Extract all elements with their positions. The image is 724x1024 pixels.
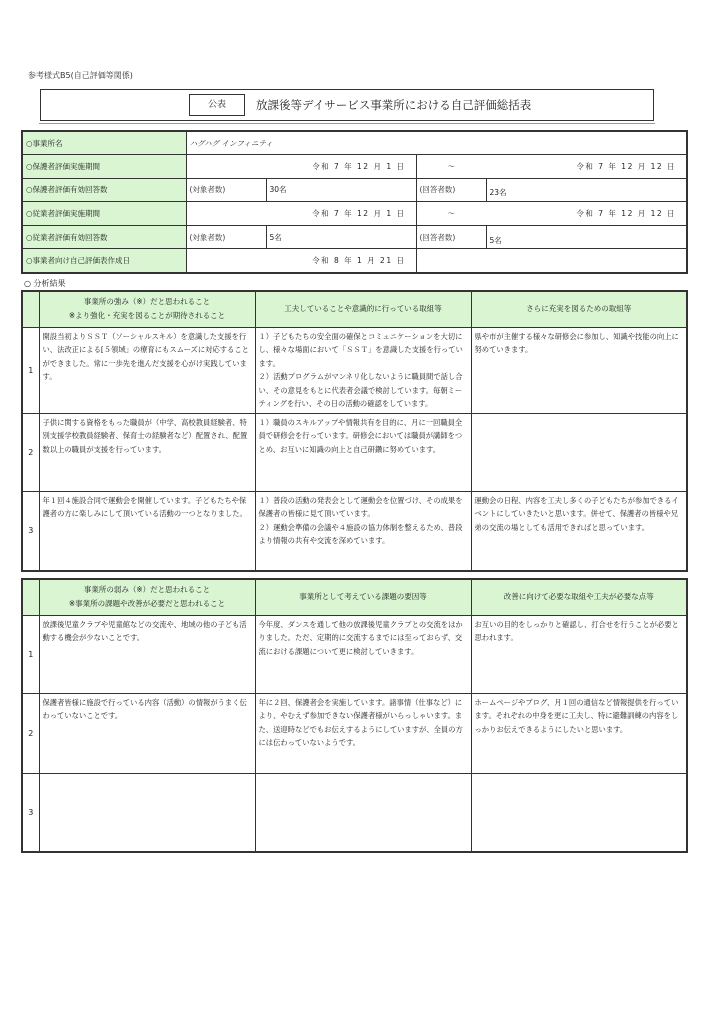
weaknesses-header-num xyxy=(22,579,39,615)
strengths-header-col1: 事業所の強み（※）だと思われること ※より強化・充実を図ることが期待されること xyxy=(39,291,255,327)
info-row-parent-count xyxy=(22,178,687,202)
strengths-row xyxy=(22,327,687,413)
strengths-header-col2: 工夫していることや意識的に行っている取組等 xyxy=(255,291,471,327)
weaknesses-header-col1: 事業所の弱み（※）だと思われること ※事業所の課題や改善が必要だと思われること xyxy=(39,579,255,615)
row-number: 1 xyxy=(22,327,39,413)
parent-period-separator: ～ xyxy=(416,155,486,179)
weaknesses-header-col2: 事業所として考えている課題の要因等 xyxy=(255,579,471,615)
weaknesses-header-row xyxy=(22,579,687,615)
info-row-facility xyxy=(22,131,687,155)
weakness-text: 保護者皆様に施設で行っている内容（活動）の情報がうまく伝わっていないことです。 xyxy=(39,693,255,773)
public-badge: 公表 xyxy=(189,94,245,116)
staff-respondent-label: (回答者数) xyxy=(416,225,486,249)
parent-period-label: ○保護者評価実施期間 xyxy=(22,155,186,179)
weaknesses-table xyxy=(21,578,688,853)
info-row-parent-period xyxy=(22,155,687,179)
row-number: 3 xyxy=(22,491,39,571)
strength-text: 開設当初よりＳＳＴ（ソーシャルスキル）を意識した支援を行い、法改正による[５領域」の療育にもスムーズに対応することができました。常に一歩先を進んだ支援を心がけ実践しています。 xyxy=(39,327,255,413)
parent-target-value: 30名 xyxy=(266,178,416,202)
weakness-improvement-text: ホームページやブログ、月１回の通信など情報提供を行っています。それぞれの中身を更に工夫し、特に避難訓練の内容をしっかりお伝えできるようにしたいと思います。 xyxy=(471,693,687,773)
facility-name-label: ○事業所名 xyxy=(22,131,186,155)
strength-effort-text: １）子どもたちの安全面の確保とコミュニケーションを大切にし、様々な場面において「ＳＳＴ」を意識した支援を行っています。 ２）活動プログラムがマンネリ化しないように職員間で話し合い、その意見をもとに代表者会議で検討しています。毎朝ミーティングを行い、その日の活動の確認をしています。 xyxy=(255,327,471,413)
strength-effort-text: １）普段の活動の発表会として運動会を位置づけ、その成果を保護者の皆様に見て頂いています。 ２）運動会準備の会議や４施設の協力体制を整えるため、普段より情報の共有や交流を深めています。 xyxy=(255,491,471,571)
facility-info-table xyxy=(21,130,688,274)
document-title: 放課後等デイサービス事業所における自己評価総括表 xyxy=(256,98,532,112)
strength-improvement-text xyxy=(471,413,687,491)
weakness-cause-text xyxy=(255,773,471,852)
staff-period-end: 令和 7 年 12 月 12 日 xyxy=(486,202,687,226)
row-number: 1 xyxy=(22,615,39,693)
parent-period-start: 令和 7 年 12 月 1 日 xyxy=(186,155,416,179)
facility-name-value: ハグハグ インフィニティ xyxy=(186,131,687,155)
parent-count-label: ○保護者評価有効回答数 xyxy=(22,178,186,202)
strength-improvement-text: 県や市が主催する様々な研修会に参加し、知識や技能の向上に努めていきます。 xyxy=(471,327,687,413)
strengths-table xyxy=(21,290,688,572)
staff-target-value: 5名 xyxy=(266,225,416,249)
staff-period-label: ○従業者評価実施期間 xyxy=(22,202,186,226)
created-date-label: ○事業者向け自己評価表作成日 xyxy=(22,249,186,273)
strength-effort-text: １）職員のスキルアップや情報共有を目的に、月に一回職員全員で研修会を行っています。研修会においては職員が講師をつとめ、お互いに知識の向上と自己研鑽に努めています。 xyxy=(255,413,471,491)
parent-respondent-value: 23名 xyxy=(486,178,687,202)
weakness-improvement-text: お互いの目的をしっかりと確認し、打合せを行うことが必要と思われます。 xyxy=(471,615,687,693)
strengths-row xyxy=(22,491,687,571)
weaknesses-row xyxy=(22,615,687,693)
form-reference-label: 参考様式B5(自己評価等関係) xyxy=(28,71,133,80)
parent-period-end: 令和 7 年 12 月 12 日 xyxy=(486,155,687,179)
row-number: 3 xyxy=(22,773,39,852)
staff-period-start: 令和 7 年 12 月 1 日 xyxy=(186,202,416,226)
staff-period-separator: ～ xyxy=(416,202,486,226)
row-number: 2 xyxy=(22,413,39,491)
row-number: 2 xyxy=(22,693,39,773)
strength-improvement-text: 運動会の日程、内容を工夫し多くの子どもたちが参加できるイベントにしていきたいと思います。併せて、保護者の皆様や兄弟の交流の場としても活用できればと思っています。 xyxy=(471,491,687,571)
staff-count-label: ○従業者評価有効回答数 xyxy=(22,225,186,249)
info-row-created xyxy=(22,249,687,273)
info-row-staff-period xyxy=(22,202,687,226)
created-date-empty xyxy=(416,249,687,273)
staff-respondent-value: 5名 xyxy=(486,225,687,249)
weakness-text: 放課後児童クラブや児童館などの交流や、地域の他の子ども活動する機会が少ないことです。 xyxy=(39,615,255,693)
staff-target-label: (対象者数) xyxy=(186,225,266,249)
weaknesses-header-col3: 改善に向けて必要な取組や工夫が必要な点等 xyxy=(471,579,687,615)
created-date-value: 令和 8 年 1 月 21 日 xyxy=(186,249,416,273)
analysis-section-label: ○ 分析結果 xyxy=(24,279,66,288)
weaknesses-row xyxy=(22,693,687,773)
parent-respondent-label: (回答者数) xyxy=(416,178,486,202)
strengths-row xyxy=(22,413,687,491)
parent-target-label: (対象者数) xyxy=(186,178,266,202)
strengths-header-num xyxy=(22,291,39,327)
strengths-header-col3: さらに充実を図るための取組等 xyxy=(471,291,687,327)
weakness-text xyxy=(39,773,255,852)
strength-text: 年１回４施設合同で運動会を開催しています。子どもたちや保護者の方に楽しみにして頂いている活動の一つとなりました。 xyxy=(39,491,255,571)
title-box xyxy=(40,89,654,121)
weakness-cause-text: 今年度、ダンスを通して他の放課後児童クラブとの交流をはかりました。ただ、定期的に交流するまでには至っておらず、交流における課題について更に検討していきます。 xyxy=(255,615,471,693)
info-row-staff-count xyxy=(22,225,687,249)
strengths-header-row xyxy=(22,291,687,327)
weakness-cause-text: 年に２回、保護者会を実施しています。諸事情（仕事など）により、やむえず参加できない保護者様がいらっしゃいます。また、送迎時などでもお伝えするようにしていますが、全員の方には伝わっていないようです。 xyxy=(255,693,471,773)
weaknesses-row xyxy=(22,773,687,852)
weakness-improvement-text xyxy=(471,773,687,852)
strength-text: 子供に関する資格をもった職員が（中学、高校教員経験者、特別支援学校教員経験者、保育士の経験者など）配置され、配置数以上の職員が支援を行っています。 xyxy=(39,413,255,491)
